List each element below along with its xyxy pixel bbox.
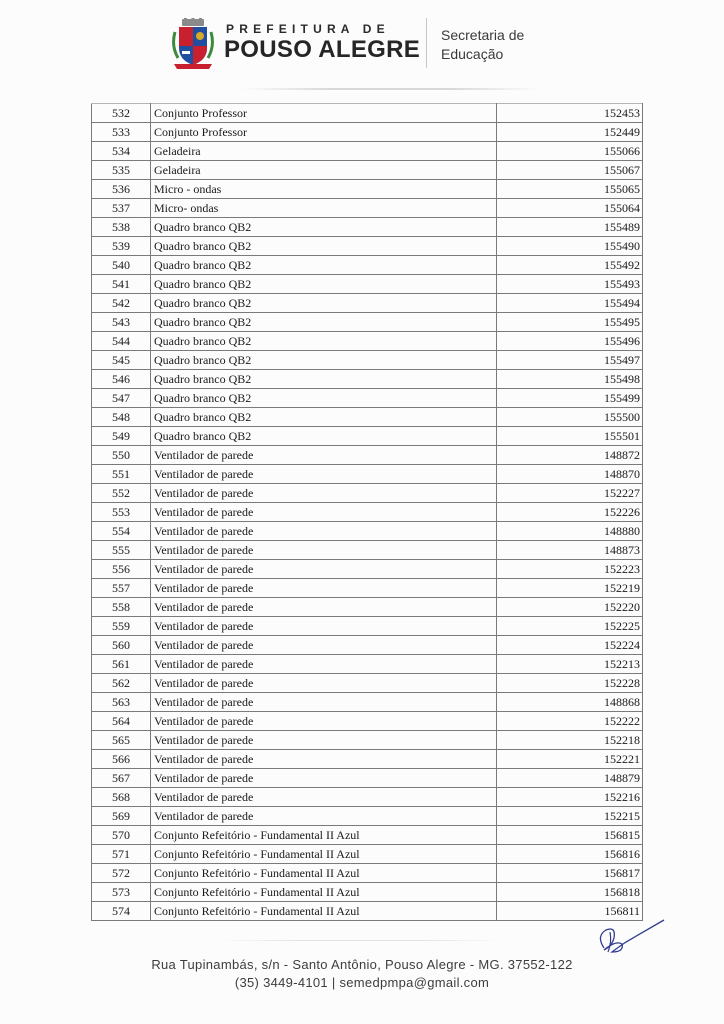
item-number-cell: 537 [92,199,151,218]
item-code-cell: 152228 [497,674,643,693]
item-number-cell: 544 [92,332,151,351]
table-row [92,351,643,370]
brand-name: POUSO ALEGRE [224,36,421,63]
table-row [92,256,643,275]
table-row [92,332,643,351]
table-row [92,313,643,332]
letterhead [0,16,724,78]
item-description-cell: Quadro branco QB2 [151,218,497,237]
item-description-cell: Ventilador de parede [151,693,497,712]
item-description-cell: Ventilador de parede [151,769,497,788]
signature-icon [590,918,670,962]
item-number-cell: 561 [92,655,151,674]
table-row [92,864,643,883]
footer-rule [220,940,500,941]
item-code-cell: 155500 [497,408,643,427]
item-number-cell: 533 [92,123,151,142]
item-description-cell: Ventilador de parede [151,522,497,541]
item-number-cell: 543 [92,313,151,332]
item-number-cell: 536 [92,180,151,199]
item-code-cell: 155066 [497,142,643,161]
item-number-cell: 553 [92,503,151,522]
table-row [92,294,643,313]
department-line-1: Secretaria de [441,27,525,43]
item-number-cell: 573 [92,883,151,902]
item-code-cell: 155490 [497,237,643,256]
item-description-cell: Conjunto Refeitório - Fundamental II Azul [151,826,497,845]
item-number-cell: 574 [92,902,151,921]
item-description-cell: Ventilador de parede [151,465,497,484]
table-row [92,104,643,123]
item-number-cell: 551 [92,465,151,484]
item-code-cell: 156817 [497,864,643,883]
item-number-cell: 539 [92,237,151,256]
item-description-cell: Quadro branco QB2 [151,370,497,389]
item-code-cell: 148872 [497,446,643,465]
item-number-cell: 568 [92,788,151,807]
item-number-cell: 562 [92,674,151,693]
item-description-cell: Quadro branco QB2 [151,351,497,370]
item-code-cell: 152218 [497,731,643,750]
item-description-cell: Micro - ondas [151,180,497,199]
table-row [92,674,643,693]
item-description-cell: Conjunto Refeitório - Fundamental II Azul [151,845,497,864]
item-description-cell: Ventilador de parede [151,655,497,674]
item-description-cell: Ventilador de parede [151,712,497,731]
table-row [92,655,643,674]
item-code-cell: 148880 [497,522,643,541]
item-description-cell: Conjunto Professor [151,123,497,142]
item-number-cell: 565 [92,731,151,750]
table-row [92,807,643,826]
item-code-cell: 152220 [497,598,643,617]
table-row [92,484,643,503]
item-code-cell: 155493 [497,275,643,294]
footer-address: Rua Tupinambás, s/n - Santo Antônio, Pouso Alegre - MG. 37552-122 [151,957,573,972]
item-description-cell: Ventilador de parede [151,731,497,750]
item-number-cell: 538 [92,218,151,237]
table-row [92,218,643,237]
table-row [92,883,643,902]
item-description-cell: Quadro branco QB2 [151,256,497,275]
item-number-cell: 545 [92,351,151,370]
item-description-cell: Ventilador de parede [151,579,497,598]
item-code-cell: 152449 [497,123,643,142]
item-description-cell: Geladeira [151,142,497,161]
item-code-cell: 155495 [497,313,643,332]
item-code-cell: 156811 [497,902,643,921]
table-row [92,180,643,199]
table-row [92,427,643,446]
item-description-cell: Ventilador de parede [151,807,497,826]
item-number-cell: 535 [92,161,151,180]
item-number-cell: 557 [92,579,151,598]
table-row [92,769,643,788]
item-number-cell: 569 [92,807,151,826]
item-code-cell: 156815 [497,826,643,845]
item-code-cell: 155497 [497,351,643,370]
table-row [92,579,643,598]
item-description-cell: Conjunto Refeitório - Fundamental II Azul [151,902,497,921]
item-description-cell: Quadro branco QB2 [151,427,497,446]
item-code-cell: 148873 [497,541,643,560]
item-number-cell: 532 [92,104,151,123]
footer-contact: (35) 3449-4101 | semedpmpa@gmail.com [234,975,490,990]
item-description-cell: Ventilador de parede [151,750,497,769]
table-row [92,598,643,617]
table-row [92,389,643,408]
item-description-cell: Quadro branco QB2 [151,408,497,427]
item-number-cell: 564 [92,712,151,731]
item-code-cell: 155489 [497,218,643,237]
item-description-cell: Micro- ondas [151,199,497,218]
item-number-cell: 560 [92,636,151,655]
item-code-cell: 152216 [497,788,643,807]
item-description-cell: Conjunto Professor [151,104,497,123]
item-number-cell: 540 [92,256,151,275]
table-row [92,693,643,712]
table-row [92,541,643,560]
header-rule [240,88,540,90]
item-number-cell: 548 [92,408,151,427]
coat-of-arms-icon [170,18,216,72]
item-code-cell: 152223 [497,560,643,579]
item-description-cell: Geladeira [151,161,497,180]
item-code-cell: 148868 [497,693,643,712]
table-row [92,446,643,465]
item-code-cell: 155064 [497,199,643,218]
table-row [92,826,643,845]
item-code-cell: 155494 [497,294,643,313]
item-code-cell: 155492 [497,256,643,275]
item-code-cell: 148879 [497,769,643,788]
item-description-cell: Ventilador de parede [151,636,497,655]
table-row [92,370,643,389]
item-code-cell: 152222 [497,712,643,731]
table-row [92,522,643,541]
item-description-cell: Quadro branco QB2 [151,237,497,256]
item-code-cell: 155067 [497,161,643,180]
item-code-cell: 152224 [497,636,643,655]
item-description-cell: Ventilador de parede [151,617,497,636]
item-number-cell: 559 [92,617,151,636]
item-number-cell: 547 [92,389,151,408]
item-code-cell: 155501 [497,427,643,446]
table-row [92,465,643,484]
item-number-cell: 567 [92,769,151,788]
item-code-cell: 152453 [497,104,643,123]
item-number-cell: 555 [92,541,151,560]
item-code-cell: 155065 [497,180,643,199]
item-description-cell: Ventilador de parede [151,484,497,503]
item-number-cell: 549 [92,427,151,446]
item-number-cell: 541 [92,275,151,294]
item-code-cell: 152221 [497,750,643,769]
department-line-2: Educação [441,46,504,62]
item-number-cell: 542 [92,294,151,313]
item-number-cell: 566 [92,750,151,769]
item-code-cell: 148870 [497,465,643,484]
table-row [92,161,643,180]
item-code-cell: 152213 [497,655,643,674]
item-number-cell: 546 [92,370,151,389]
item-code-cell: 152225 [497,617,643,636]
item-description-cell: Ventilador de parede [151,788,497,807]
item-number-cell: 572 [92,864,151,883]
item-description-cell: Quadro branco QB2 [151,275,497,294]
item-number-cell: 570 [92,826,151,845]
brand-prefix: PREFEITURA DE [226,22,390,36]
table-row [92,199,643,218]
table-row [92,503,643,522]
header-divider [426,18,427,68]
item-number-cell: 563 [92,693,151,712]
item-code-cell: 152226 [497,503,643,522]
table-row [92,902,643,921]
item-description-cell: Quadro branco QB2 [151,294,497,313]
item-code-cell: 156818 [497,883,643,902]
table-row [92,750,643,769]
table-row [92,617,643,636]
table-row [92,123,643,142]
table-row [92,275,643,294]
item-description-cell: Ventilador de parede [151,446,497,465]
item-code-cell: 155499 [497,389,643,408]
item-number-cell: 558 [92,598,151,617]
table-row [92,845,643,864]
inventory-table [91,103,643,921]
item-description-cell: Quadro branco QB2 [151,313,497,332]
table-row [92,408,643,427]
item-description-cell: Quadro branco QB2 [151,389,497,408]
table-row [92,237,643,256]
item-number-cell: 552 [92,484,151,503]
item-description-cell: Ventilador de parede [151,560,497,579]
table-row [92,731,643,750]
item-description-cell: Ventilador de parede [151,503,497,522]
table-row [92,788,643,807]
item-number-cell: 554 [92,522,151,541]
item-number-cell: 556 [92,560,151,579]
item-description-cell: Ventilador de parede [151,674,497,693]
inventory-table-body [92,104,643,921]
item-code-cell: 156816 [497,845,643,864]
item-code-cell: 152227 [497,484,643,503]
table-row [92,142,643,161]
item-number-cell: 550 [92,446,151,465]
item-code-cell: 152215 [497,807,643,826]
table-row [92,636,643,655]
item-description-cell: Conjunto Refeitório - Fundamental II Azul [151,883,497,902]
item-code-cell: 155498 [497,370,643,389]
item-number-cell: 534 [92,142,151,161]
item-code-cell: 155496 [497,332,643,351]
item-number-cell: 571 [92,845,151,864]
item-description-cell: Ventilador de parede [151,598,497,617]
item-description-cell: Ventilador de parede [151,541,497,560]
table-row [92,712,643,731]
item-description-cell: Quadro branco QB2 [151,332,497,351]
item-description-cell: Conjunto Refeitório - Fundamental II Azul [151,864,497,883]
table-row [92,560,643,579]
item-code-cell: 152219 [497,579,643,598]
